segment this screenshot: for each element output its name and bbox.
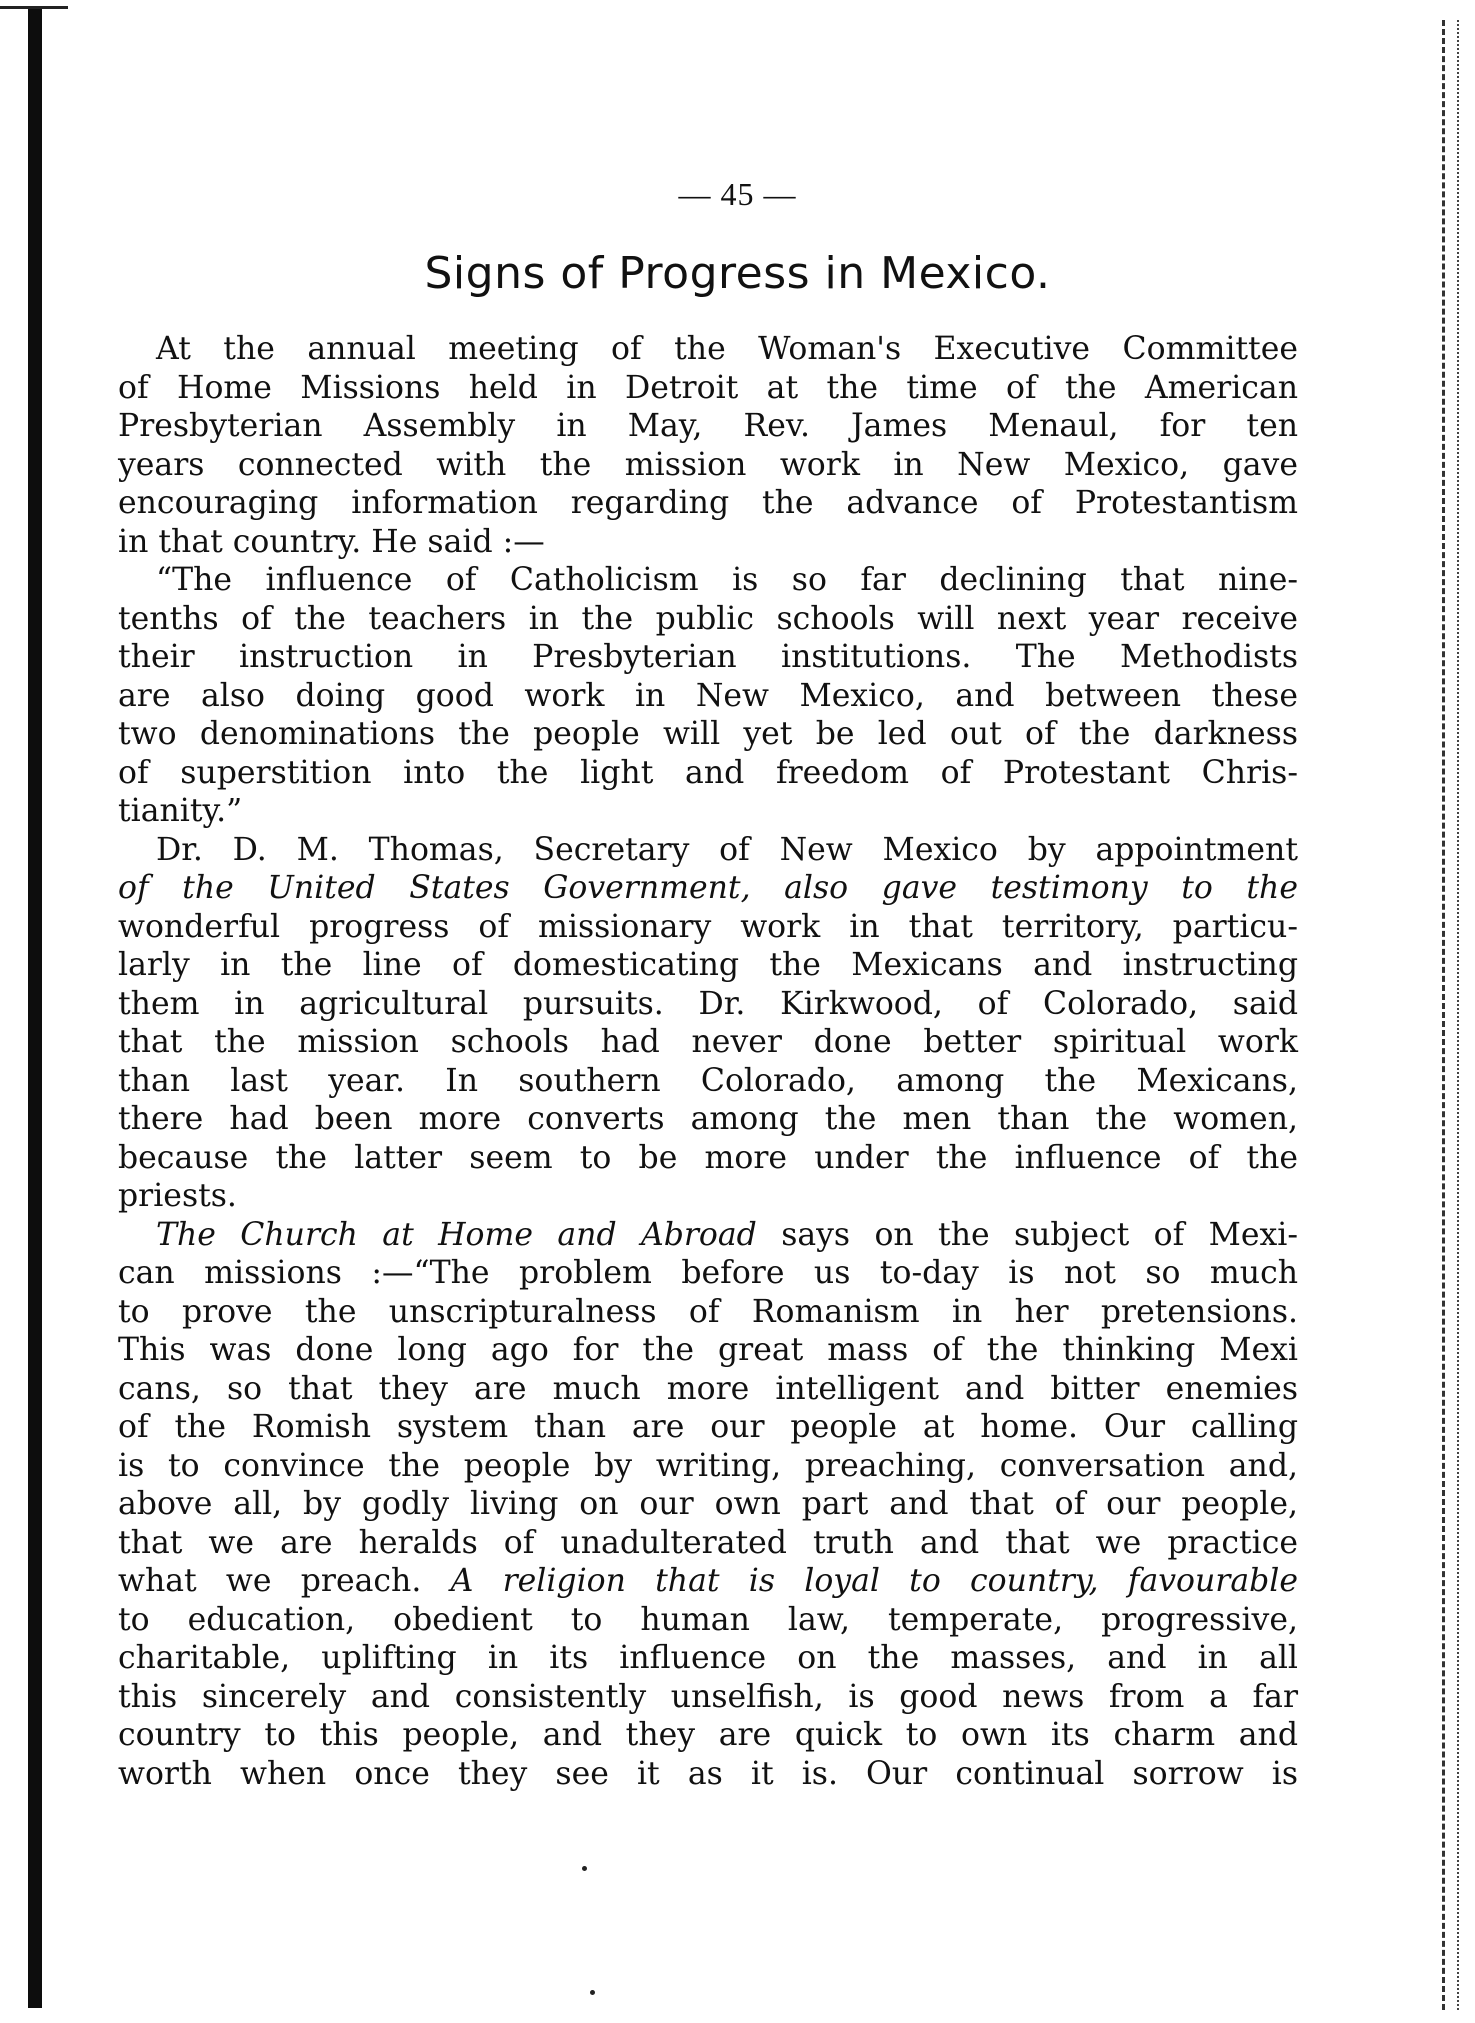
text-line: worth when once they see it as it is. Our continual sorrow is (118, 1755, 1298, 1792)
page-number: — 45 — (678, 176, 797, 212)
binding-notch (0, 6, 68, 9)
text-line: are also doing good work in New Mexico, and between these (118, 677, 1298, 714)
text-line: This was done long ago for the great mass of the thinking Mexi (118, 1332, 1298, 1368)
text-line: of the Romish system than are our people at home. Our calling (118, 1409, 1298, 1445)
specks-mark (582, 1866, 587, 1871)
text-line: them in agricultural pursuits. Dr. Kirkwood, of Colorado, said (118, 985, 1298, 1022)
text-line: their instruction in Presbyterian institutions. The Methodists (118, 639, 1298, 675)
text-line: this sincerely and consistently unselfish, is good news from a far (118, 1678, 1298, 1715)
text-line: larly in the line of domesticating the Mexicans and instructing (118, 947, 1298, 983)
text-line: to education, obedient to human law, temperate, progressive, (118, 1601, 1298, 1638)
article-body (118, 330, 1298, 1793)
text-line: there had been more converts among the men than the women, (118, 1101, 1298, 1137)
text-line: of superstition into the light and freedom of Protestant Chris- (118, 754, 1298, 791)
text-line: encouraging information regarding the advance of Protestantism (118, 485, 1298, 521)
text-span: what we preach. (118, 1563, 451, 1599)
text-line: that the mission schools had never done better spiritual work (118, 1024, 1298, 1060)
text-line: country to this people, and they are quick to own its charm and (118, 1717, 1298, 1753)
text-line: above all, by godly living on our own part and that of our people, (118, 1486, 1298, 1522)
text-line: can missions :—“The problem before us to-day is not so much (118, 1255, 1298, 1291)
text-line (118, 1562, 1298, 1601)
italic-span: A religion that is loyal to country, favourable (450, 1563, 1298, 1599)
text-line: wonderful progress of missionary work in that territory, particu- (118, 908, 1298, 945)
text-line: Presbyterian Assembly in May, Rev. James Menaul, for ten (118, 408, 1298, 444)
right-page-edge-shadow (1457, 20, 1459, 2010)
text-line: “The influence of Catholicism is so far declining that nine- (156, 562, 1298, 598)
page-title: Signs of Progress in Mexico. (424, 248, 1051, 299)
text-line: charitable, uplifting in its influence on the masses, and in all (118, 1640, 1298, 1676)
text-span: says on the subject of Mexi- (756, 1216, 1298, 1253)
text-line: of the United States Government, also gave testimony to the (118, 870, 1298, 906)
text-line: than last year. In southern Colorado, among the Mexicans, (118, 1062, 1298, 1099)
text-line: At the annual meeting of the Woman's Executive Committee (156, 331, 1298, 367)
text-line: Dr. D. M. Thomas, Secretary of New Mexico by appointment (156, 831, 1298, 868)
text-line: years connected with the mission work in New Mexico, gave (118, 446, 1298, 483)
text-line (118, 1216, 1298, 1255)
italic-span: The Church at Home and Abroad (156, 1216, 757, 1253)
text-line: is to convince the people by writing, preaching, conversation and, (118, 1447, 1298, 1484)
text-line: tianity.” (118, 793, 243, 829)
page-binding-edge (28, 8, 42, 2008)
text-line: tenths of the teachers in the public schools will next year receive (118, 600, 1298, 637)
text-line: because the latter seem to be more under the influence of the (118, 1139, 1298, 1176)
text-line: priests. (118, 1178, 237, 1214)
text-line: two denominations the people will yet be led out of the darkness (118, 716, 1298, 752)
right-page-edge (1442, 20, 1445, 2010)
text-line: of Home Missions held in Detroit at the time of the American (118, 369, 1298, 406)
text-line: in that country. He said :— (118, 523, 545, 560)
text-line: that we are heralds of unadulterated truth and that we practice (118, 1524, 1298, 1561)
specks-mark (590, 1990, 595, 1995)
text-line: cans, so that they are much more intelligent and bitter enemies (118, 1370, 1298, 1407)
text-line: to prove the unscripturalness of Romanism in her pretensions. (118, 1293, 1298, 1330)
